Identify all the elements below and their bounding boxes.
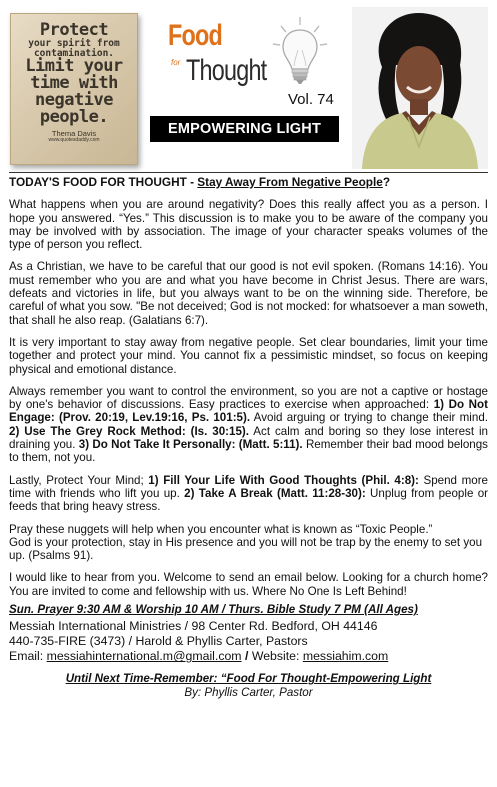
paragraph-6 (9, 523, 488, 563)
closing-line (9, 672, 488, 685)
heading-suffix: ? (382, 175, 391, 189)
p5-point-2: 2) Take A Break (Matt. 11:28-30): (184, 486, 366, 500)
contact-separator: / (241, 649, 252, 664)
p5-text: Lastly, Protect Your Mind; (9, 473, 149, 487)
p5-text: Unplug from people or feeds that bring heavy stress. (9, 486, 489, 514)
p6-line-2: God is your protection, stay in His presence and you will not be trap by the enemy to set you up. (Psalms 91). (9, 535, 483, 563)
volume-label: Vol. 74 (288, 91, 334, 108)
poster-line: contamination. (33, 47, 115, 59)
p6-line-1: Pray these nuggets will help when you encounter what is known as “Toxic People.” (9, 522, 433, 536)
poster-line: Protect (39, 20, 109, 40)
paragraph-1: What happens when you are around negativity? Does this really affect you as a person. I hope you answered. “Yes.” This discussion is to make you to be aware of the company you may be involved with by association. The image of your character speaks volumes of the type of person you reflect. (9, 198, 488, 252)
light-bulb-icon (268, 14, 332, 96)
poster-line: negative (35, 90, 113, 110)
contact-links (9, 649, 488, 664)
p4-text: Remember their bad mood belongs to them, not you. (9, 438, 488, 465)
byline: By: Phyllis Carter, Pastor (184, 685, 313, 699)
paragraph-7: I would like to hear from you. Welcome to send an email below. Looking for a church home? You are invited to come and fellowship with us. Where No One Is Left Behind! (9, 571, 488, 598)
article-body (9, 176, 488, 699)
website-label: Website: (251, 649, 303, 664)
email-label: Email: (9, 649, 47, 664)
contact-address: Messiah International Ministries / 98 Center Rd. Bedford, OH 44146 (9, 619, 378, 634)
poster-line: time with (30, 73, 118, 93)
title-thought: Thought (186, 54, 267, 87)
heading-prefix: TODAY'S FOOD FOR THOUGHT - (9, 175, 198, 189)
p5-point-1: 1) Fill Your Life With Good Thoughts (Phil. 4:8): (148, 473, 419, 487)
email-link[interactable]: messiahinternational.m@gmail.com (46, 649, 242, 664)
heading-topic: Stay Away From Negative People (197, 175, 383, 189)
p4-point-3: 3) Do Not Take It Personally: (Matt. 5:11). (78, 438, 303, 452)
p5-text: Spend more time with friends who lift you up. (9, 473, 489, 500)
title-for: for (171, 58, 181, 67)
pastor-photo (352, 7, 488, 169)
paragraph-2: As a Christian, we have to be careful that our good is not evil spoken. (Romans 14:16). You must remember who you are and what you have become in Christ Jesus. There are wars, defeats and victories in life, but you always want to be on the winning side. Therefore, be careful of what you sow. "Be not deceived; God is not mocked: for whatsoever a man soweth, that shall he also reap. (Galatians 6:7). (9, 260, 488, 327)
poster-author: Thema Davis (51, 129, 97, 138)
p4-text: Avoid arguing or trying to change their mind. (250, 411, 488, 425)
p4-point-1: 1) Do Not Engage: (Prov. 20:19, Lev.19:16, Ps. 101:5). (9, 398, 488, 425)
header-divider (9, 172, 488, 173)
service-times: Sun. Prayer 9:30 AM & Worship 10 AM / Thurs. Bible Study 7 PM (All Ages) (9, 603, 418, 617)
p4-point-2: 2) Use The Grey Rock Method: (Is. 30:15). (9, 424, 250, 438)
poster-line: your spirit from (28, 38, 120, 49)
title-food: Food (168, 19, 223, 52)
paragraph-3: It is very important to stay away from negative people. Set clear boundaries, limit your time together and protect your mind. You cannot fix a pessimistic mindset, so focus on keeping physical and emotional distance. (9, 335, 488, 376)
closing-text: Until Next Time-Remember: “Food For Thought-Empowering Light (65, 672, 432, 686)
website-link[interactable]: messiahim.com (302, 649, 389, 664)
p4-text: Always remember you want to control the environment, so you are not a captive or hostage by one's behavior of discussions. Easy practices to exercise when approached: (9, 384, 488, 412)
banner-empowering-light: EMPOWERING LIGHT (150, 116, 339, 142)
poster-site: www.quotesdaddy.com (48, 136, 100, 143)
paragraph-4 (9, 385, 488, 465)
quote-poster-image (10, 13, 138, 165)
contact-phone-pastors: 440-735-FIRE (3473) / Harold & Phyllis Carter, Pastors (9, 634, 308, 649)
article-heading (9, 176, 488, 189)
poster-line: Limit your (25, 56, 123, 76)
paragraph-5 (9, 474, 488, 514)
p4-text: Act calm and boring so they lose interest in draining you. (9, 424, 488, 452)
poster-line: people. (39, 107, 109, 127)
